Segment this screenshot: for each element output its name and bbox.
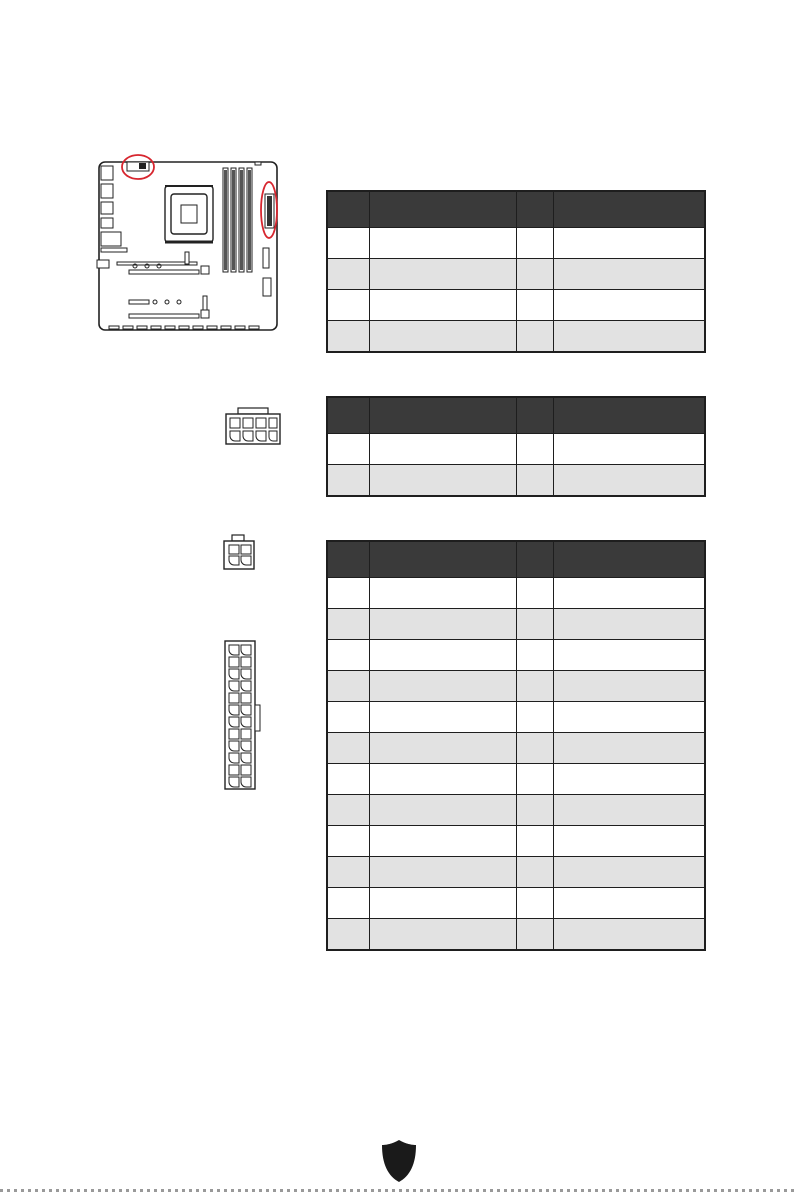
table-cell: [516, 290, 553, 321]
connector-pin: [241, 705, 251, 715]
header-cell: [516, 191, 553, 228]
table-row: [327, 321, 705, 353]
table-row: [327, 733, 705, 764]
table-cell: [327, 609, 369, 640]
table-cell: [516, 259, 553, 290]
connector-pin: [229, 645, 239, 655]
connector-pin: [241, 669, 251, 679]
table-row: [327, 228, 705, 259]
table-cell: [553, 919, 705, 951]
table-cell: [327, 702, 369, 733]
table-cell: [369, 290, 516, 321]
table-cell: [553, 465, 705, 497]
table-cell: [327, 795, 369, 826]
table-row: [327, 764, 705, 795]
table-cell: [553, 228, 705, 259]
connector-pin: [241, 741, 251, 751]
table-cell: [369, 578, 516, 609]
table-cell: [516, 795, 553, 826]
table-row: [327, 290, 705, 321]
table-cell: [516, 733, 553, 764]
table-row: [327, 795, 705, 826]
connector-pin: [241, 729, 251, 739]
header-cell: [327, 397, 369, 434]
8-pin-connector-icon: [224, 406, 282, 446]
motherboard-layout-icon: [93, 150, 285, 340]
table-cell: [553, 609, 705, 640]
table-cell: [516, 609, 553, 640]
pinout-table-2: [326, 396, 706, 497]
table-cell: [327, 733, 369, 764]
table-cell: [327, 671, 369, 702]
table-cell: [553, 578, 705, 609]
table-cell: [327, 826, 369, 857]
table-row: [327, 919, 705, 951]
table-cell: [369, 640, 516, 671]
table-header: [327, 541, 705, 578]
table-row: [327, 640, 705, 671]
table-cell: [369, 465, 516, 497]
header-cell: [369, 191, 516, 228]
table-cell: [369, 609, 516, 640]
header-cell: [553, 191, 705, 228]
table-cell: [369, 764, 516, 795]
table-cell: [516, 640, 553, 671]
table-cell: [327, 578, 369, 609]
table-row: [327, 857, 705, 888]
pinout-table-3: [326, 540, 706, 951]
table-cell: [369, 434, 516, 465]
shield-logo-icon: [380, 1138, 418, 1184]
table-cell: [327, 290, 369, 321]
connector-pin: [241, 657, 251, 667]
table-cell: [553, 434, 705, 465]
table-cell: [369, 702, 516, 733]
table-cell: [327, 857, 369, 888]
table-cell: [516, 321, 553, 353]
table-cell: [327, 764, 369, 795]
table-cell: [516, 826, 553, 857]
connector-pin: [229, 705, 239, 715]
table-cell: [369, 826, 516, 857]
table-cell: [516, 578, 553, 609]
header-cell: [516, 541, 553, 578]
table-cell: [553, 826, 705, 857]
table-cell: [553, 671, 705, 702]
header-cell: [327, 191, 369, 228]
table-row: [327, 578, 705, 609]
table-cell: [369, 733, 516, 764]
header-cell: [553, 541, 705, 578]
table-cell: [516, 465, 553, 497]
connector-pin: [241, 717, 251, 727]
table-row: [327, 826, 705, 857]
table-cell: [516, 702, 553, 733]
table-header: [327, 397, 705, 434]
table-cell: [553, 640, 705, 671]
table-cell: [553, 259, 705, 290]
connector-pin: [229, 753, 239, 763]
table-cell: [553, 888, 705, 919]
table-cell: [516, 434, 553, 465]
header-cell: [553, 397, 705, 434]
table-row: [327, 702, 705, 733]
connector-pin: [241, 681, 251, 691]
table-cell: [369, 671, 516, 702]
table-cell: [553, 702, 705, 733]
connector-pin: [229, 657, 239, 667]
table-cell: [553, 321, 705, 353]
table-cell: [516, 888, 553, 919]
connector-pin: [241, 777, 251, 787]
table-cell: [327, 919, 369, 951]
table-cell: [516, 228, 553, 259]
table-cell: [516, 919, 553, 951]
table-cell: [327, 434, 369, 465]
connector-pin: [229, 777, 239, 787]
24-pin-connector-icon: [223, 639, 263, 791]
table-cell: [553, 764, 705, 795]
table-cell: [553, 857, 705, 888]
table-row: [327, 609, 705, 640]
table-row: [327, 671, 705, 702]
4-pin-connector-icon: [222, 534, 256, 570]
table-cell: [369, 795, 516, 826]
connector-pin: [229, 729, 239, 739]
table-cell: [369, 321, 516, 353]
table-cell: [369, 259, 516, 290]
connector-pin: [229, 741, 239, 751]
table-row: [327, 259, 705, 290]
connector-pin: [229, 765, 239, 775]
connector-pin: [229, 669, 239, 679]
table-cell: [327, 888, 369, 919]
connector-pin: [229, 717, 239, 727]
table-cell: [516, 764, 553, 795]
table-row: [327, 434, 705, 465]
table-cell: [553, 795, 705, 826]
table-row: [327, 465, 705, 497]
table-cell: [516, 671, 553, 702]
table-cell: [327, 321, 369, 353]
table-cell: [369, 228, 516, 259]
connector-pin: [241, 693, 251, 703]
pinout-table-1: [326, 190, 706, 353]
connector-pin: [241, 645, 251, 655]
connector-pin: [229, 693, 239, 703]
header-cell: [369, 541, 516, 578]
table-header: [327, 191, 705, 228]
header-cell: [327, 541, 369, 578]
table-cell: [369, 888, 516, 919]
table-cell: [327, 465, 369, 497]
table-cell: [327, 640, 369, 671]
table-cell: [553, 733, 705, 764]
header-cell: [516, 397, 553, 434]
connector-pin: [241, 753, 251, 763]
connector-pin: [241, 765, 251, 775]
table-cell: [327, 228, 369, 259]
header-cell: [369, 397, 516, 434]
table-cell: [327, 259, 369, 290]
connector-pin: [229, 681, 239, 691]
table-cell: [516, 857, 553, 888]
table-cell: [369, 857, 516, 888]
table-row: [327, 888, 705, 919]
table-cell: [369, 919, 516, 951]
table-cell: [553, 290, 705, 321]
